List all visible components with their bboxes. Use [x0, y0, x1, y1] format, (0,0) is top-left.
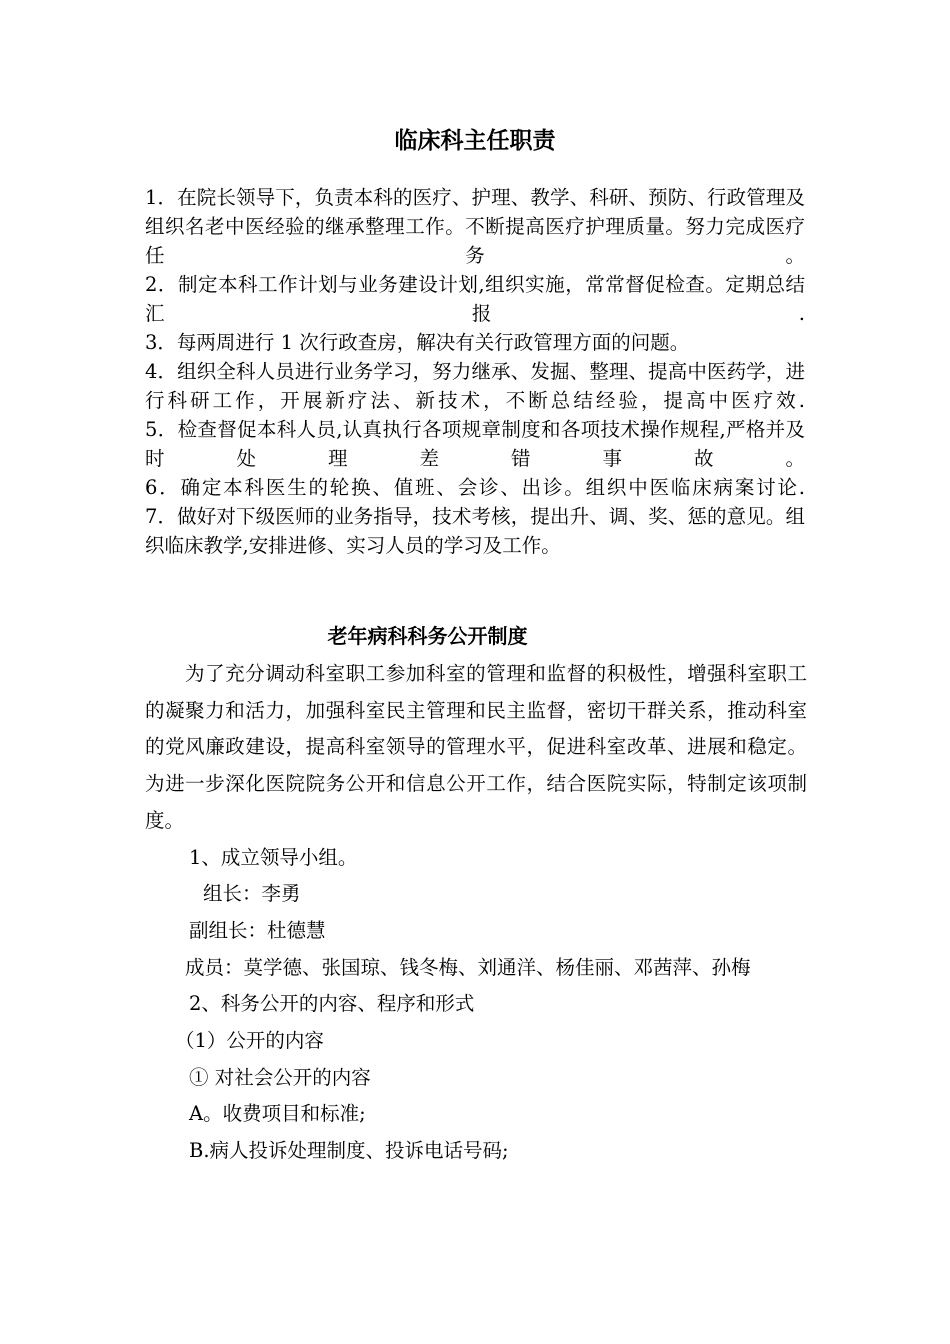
vice-leader-line: 副组长：杜德慧 [189, 918, 326, 942]
line-b: B.病人投诉处理制度、投诉电话号码; [189, 1139, 509, 1163]
section-body [145, 656, 807, 1170]
line-a: A。收费项目和标准; [189, 1102, 366, 1126]
duty-item-3: 3．每两周进行 1 次行政查房，解决有关行政管理方面的问题。 [145, 331, 690, 354]
section-title: 老年病科科务公开制度 [327, 624, 528, 648]
duties-list [145, 183, 805, 560]
duty-item-6: 6．确定本科医生的轮换、值班、会诊、出诊。组织中医临床病案讨论. [145, 476, 805, 499]
duty-item-1: 1．在院长领导下，负责本科的医疗、护理、教学、科研、预防、行政管理及组织名老中医经验的继承整理工作。不断提高医疗护理质量。努力完成医疗任务。 [145, 186, 805, 267]
leader-line: 组长：李勇 [203, 882, 301, 906]
sub-item-1: （1）公开的内容 [175, 1029, 324, 1053]
duty-item-4: 4．组织全科人员进行业务学习，努力继承、发掘、整理、提高中医药学，进行科研工作，开展新疗法、新技术，不断总结经验，提高中医疗效. [145, 360, 805, 412]
members-line: 成员：莫学德、张国琼、钱冬梅、刘通洋、杨佳丽、邓茜萍、孙梅 [185, 955, 751, 979]
item-2: 2、科务公开的内容、程序和形式 [189, 992, 475, 1016]
sub-item-1a: ① 对社会公开的内容 [189, 1065, 371, 1089]
page-title: 临床科主任职责 [394, 128, 556, 154]
item-1: 1、成立领导小组。 [189, 845, 358, 869]
duty-item-5: 5．检查督促本科人员,认真执行各项规章制度和各项技术操作规程,严格并及时处理差错事故。 [145, 418, 805, 470]
duty-item-2: 2．制定本科工作计划与业务建设计划,组织实施，常常督促检查。定期总结汇报. [145, 273, 805, 325]
duty-item-7: 7．做好对下级医师的业务指导，技术考核，提出升、调、奖、惩的意见。组织临床教学,安排进修、实习人员的学习及工作。 [145, 505, 805, 557]
intro-paragraph: 为了充分调动科室职工参加科室的管理和监督的积极性，增强科室职工的凝聚力和活力，加强科室民主管理和民主监督，密切干群关系，推动科室的党风廉政建设，提高科室领导的管理水平，促进科室改革、进展和稳定。为进一步深化医院院务公开和信息公开工作，结合医院实际，特制定该项制度。 [145, 662, 807, 832]
